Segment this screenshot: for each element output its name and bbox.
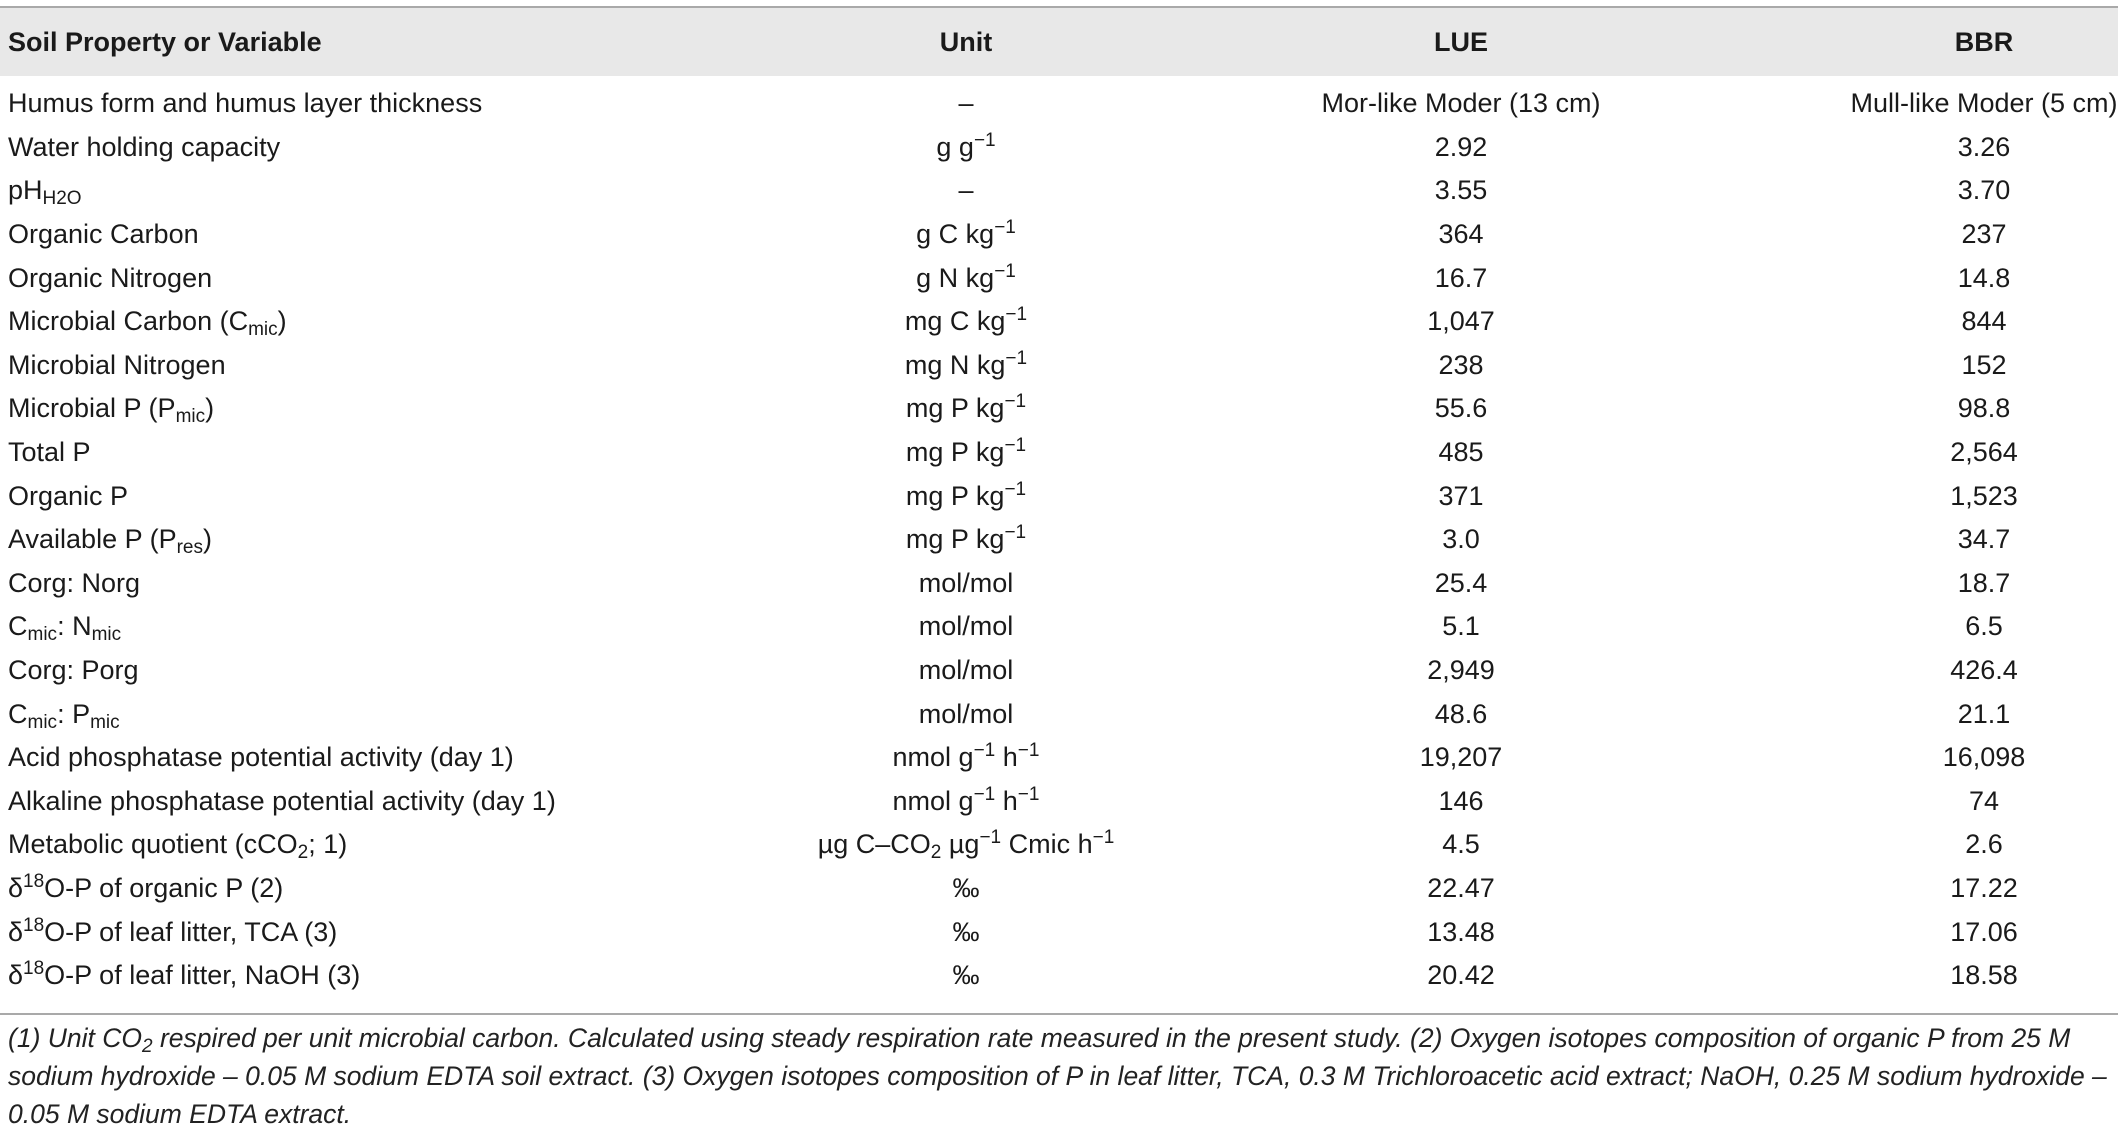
text-segment: mol/mol (918, 611, 1014, 642)
table-row (0, 910, 2118, 954)
table-row (0, 736, 2118, 780)
cell-lue: 48.6 (1434, 698, 1488, 729)
cell-unit (720, 256, 1200, 300)
cell-bbr: 17.06 (1950, 916, 2018, 947)
text-segment: nmol g (892, 742, 974, 773)
cell-variable (0, 256, 720, 300)
superscript: 18 (23, 914, 45, 936)
superscript: −1 (1004, 522, 1027, 544)
subscript: mic (248, 319, 278, 341)
text-segment: Metabolic quotient (cCO (8, 829, 298, 860)
cell-lue: 22.47 (1427, 872, 1495, 903)
subscript: mic (27, 711, 58, 733)
text-segment: ‰ (952, 872, 980, 903)
header-unit: Unit (939, 26, 993, 57)
superscript: −1 (973, 129, 996, 151)
cell-lue: 364 (1438, 219, 1484, 250)
cell-lue: 4.5 (1442, 829, 1480, 860)
table-row (0, 300, 2118, 344)
table-row (0, 76, 2118, 126)
cell-lue: 1,047 (1427, 306, 1495, 337)
table-row (0, 431, 2118, 475)
text-segment: Alkaline phosphatase potential activity (day 1) (8, 785, 556, 816)
cell-variable (0, 213, 720, 257)
table-body (0, 76, 2118, 997)
subscript: H2O (42, 188, 82, 210)
cell-lue: 20.42 (1427, 960, 1495, 991)
table-row (0, 474, 2118, 518)
text-segment: C (8, 611, 28, 642)
cell-lue: 5.1 (1442, 611, 1480, 642)
text-segment: nmol g (892, 785, 974, 816)
superscript: 18 (23, 958, 45, 980)
subscript: mic (90, 711, 120, 733)
text-segment: g C kg (916, 219, 995, 250)
text-segment: µg C–CO (817, 829, 931, 860)
cell-variable (0, 867, 720, 911)
table-row (0, 562, 2118, 606)
cell-lue: 371 (1438, 480, 1484, 511)
text-segment: O-P of leaf litter, TCA (3) (44, 916, 338, 947)
cell-variable (0, 474, 720, 518)
cell-variable (0, 387, 720, 431)
cell-variable (0, 518, 720, 562)
cell-unit (720, 213, 1200, 257)
cell-variable (0, 605, 720, 649)
text-segment: ) (203, 524, 213, 555)
table-row (0, 692, 2118, 736)
cell-unit (720, 518, 1200, 562)
text-segment: ; 1) (308, 829, 348, 860)
superscript: −1 (1017, 783, 1040, 805)
cell-variable (0, 780, 720, 824)
text-segment: mg C kg (904, 306, 1006, 337)
cell-variable (0, 954, 720, 998)
text-segment: δ (8, 960, 24, 991)
cell-lue: Mor-like Moder (13 cm) (1321, 88, 1601, 119)
superscript: −1 (1005, 304, 1028, 326)
text-segment: – (958, 88, 974, 119)
cell-bbr: 98.8 (1957, 393, 2011, 424)
text-segment: Microbial P (P (8, 393, 176, 424)
cell-unit (720, 692, 1200, 736)
cell-unit (720, 431, 1200, 475)
cell-lue: 2.92 (1434, 131, 1488, 162)
cell-lue: 13.48 (1427, 916, 1495, 947)
text-segment: Organic P (8, 480, 129, 511)
text-segment: pH (8, 175, 43, 206)
table-footnote (8, 1019, 2108, 1133)
text-segment: O-P of leaf litter, NaOH (3) (44, 960, 361, 991)
text-segment: mol/mol (918, 567, 1014, 598)
cell-lue: 16.7 (1434, 262, 1488, 293)
table-row (0, 126, 2118, 170)
superscript: −1 (1092, 827, 1115, 849)
text-segment: Organic Nitrogen (8, 262, 213, 293)
table-row (0, 518, 2118, 562)
cell-unit (720, 474, 1200, 518)
text-segment: mg P kg (905, 524, 1005, 555)
cell-variable (0, 300, 720, 344)
table-row (0, 649, 2118, 693)
superscript: −1 (979, 827, 1002, 849)
subscript: 2 (930, 842, 942, 864)
text-segment: mol/mol (918, 655, 1014, 686)
cell-bbr: 237 (1961, 219, 2007, 250)
cell-lue: 55.6 (1434, 393, 1488, 424)
cell-lue: 19,207 (1419, 742, 1503, 773)
table-row (0, 823, 2118, 867)
cell-variable (0, 344, 720, 388)
cell-unit (720, 126, 1200, 170)
cell-bbr: 16,098 (1942, 742, 2026, 773)
text-segment: ‰ (952, 960, 980, 991)
superscript: −1 (994, 217, 1016, 239)
cell-lue: 25.4 (1434, 567, 1488, 598)
table-row (0, 780, 2118, 824)
text-segment: O-P of organic P (2) (44, 872, 284, 903)
subscript: res (176, 537, 204, 559)
text-segment: Available P (P (8, 524, 177, 555)
cell-unit (720, 910, 1200, 954)
text-segment: mg P kg (905, 393, 1005, 424)
superscript: −1 (1005, 347, 1028, 369)
text-segment: mg P kg (905, 437, 1005, 468)
cell-variable (0, 562, 720, 606)
cell-bbr: 14.8 (1957, 262, 2011, 293)
table-row (0, 344, 2118, 388)
superscript: −1 (1004, 435, 1027, 457)
cell-bbr: 3.26 (1957, 131, 2011, 162)
cell-bbr: 2,564 (1950, 437, 2018, 468)
table-row (0, 169, 2118, 213)
text-segment: µg (941, 829, 980, 860)
text-segment: δ (8, 872, 24, 903)
cell-unit (720, 387, 1200, 431)
text-segment: Corg: Norg (8, 567, 141, 598)
superscript: −1 (973, 783, 996, 805)
subscript: 2 (142, 1036, 153, 1057)
text-segment: ) (205, 393, 215, 424)
superscript: −1 (1017, 740, 1040, 762)
text-segment: Humus form and humus layer thickness (8, 88, 483, 119)
cell-variable (0, 431, 720, 475)
subscript: 2 (297, 842, 309, 864)
cell-bbr: 152 (1961, 349, 2007, 380)
cell-bbr: 21.1 (1957, 698, 2011, 729)
soil-properties-table (0, 8, 2118, 997)
cell-variable (0, 126, 720, 170)
text-segment: Cmic h (1001, 829, 1093, 860)
text-segment: Total P (8, 437, 91, 468)
text-segment: ) (277, 306, 287, 337)
cell-variable (0, 736, 720, 780)
text-segment: g N kg (916, 262, 995, 293)
cell-bbr: 18.7 (1957, 567, 2011, 598)
table-row (0, 605, 2118, 649)
text-segment: mg P kg (905, 480, 1005, 511)
bottom-rule (0, 1013, 2118, 1015)
text-segment: Organic Carbon (8, 219, 199, 250)
text-segment: mol/mol (918, 698, 1014, 729)
cell-unit (720, 76, 1200, 126)
text-segment: Corg: Porg (8, 655, 139, 686)
cell-lue: 146 (1438, 785, 1484, 816)
superscript: −1 (1004, 391, 1027, 413)
table-row (0, 387, 2118, 431)
text-segment: mg N kg (904, 349, 1006, 380)
text-segment: : N (57, 611, 92, 642)
subscript: mic (175, 406, 206, 428)
superscript: −1 (994, 260, 1016, 282)
cell-lue: 485 (1438, 437, 1484, 468)
text-segment: h (995, 785, 1018, 816)
subscript: mic (27, 624, 58, 646)
superscript: −1 (973, 740, 996, 762)
superscript: −1 (1004, 478, 1027, 500)
cell-bbr: 844 (1961, 306, 2007, 337)
text-segment: : P (57, 698, 91, 729)
header-bbr: BBR (1954, 26, 2014, 57)
text-segment: ‰ (952, 916, 980, 947)
table-row (0, 867, 2118, 911)
cell-bbr: 2.6 (1965, 829, 2003, 860)
cell-bbr: 18.58 (1950, 960, 2018, 991)
table-row (0, 213, 2118, 257)
cell-variable (0, 76, 720, 126)
cell-bbr: Mull-like Moder (5 cm) (1850, 88, 2118, 119)
header-lue: LUE (1434, 26, 1488, 57)
cell-lue: 3.0 (1442, 524, 1480, 555)
cell-variable (0, 169, 720, 213)
cell-lue: 238 (1438, 349, 1484, 380)
text-segment: Microbial Nitrogen (8, 349, 226, 380)
cell-lue: 3.55 (1434, 175, 1488, 206)
cell-bbr: 1,523 (1950, 480, 2018, 511)
cell-variable (0, 823, 720, 867)
cell-unit (720, 300, 1200, 344)
header-row (0, 8, 2118, 76)
header-variable: Soil Property or Variable (8, 26, 322, 57)
table-row (0, 954, 2118, 998)
cell-unit (720, 823, 1200, 867)
cell-variable (0, 692, 720, 736)
cell-variable (0, 649, 720, 693)
cell-bbr: 74 (1968, 785, 2000, 816)
text-segment: δ (8, 916, 24, 947)
cell-bbr: 426.4 (1950, 655, 2018, 686)
text-segment: g g (936, 131, 974, 162)
cell-unit (720, 562, 1200, 606)
cell-bbr: 17.22 (1950, 872, 2018, 903)
text-segment: Acid phosphatase potential activity (day 1) (8, 742, 514, 773)
text-segment: Water holding capacity (8, 131, 281, 162)
cell-unit (720, 649, 1200, 693)
cell-unit (720, 169, 1200, 213)
cell-unit (720, 736, 1200, 780)
cell-unit (720, 954, 1200, 998)
cell-unit (720, 605, 1200, 649)
cell-unit (720, 344, 1200, 388)
cell-lue: 2,949 (1427, 655, 1495, 686)
text-segment: Microbial Carbon (C (8, 306, 249, 337)
cell-bbr: 34.7 (1957, 524, 2011, 555)
cell-unit (720, 780, 1200, 824)
text-segment: – (958, 175, 974, 206)
text-segment: h (995, 742, 1018, 773)
subscript: mic (91, 624, 122, 646)
table-row (0, 256, 2118, 300)
superscript: 18 (23, 870, 45, 892)
cell-bbr: 6.5 (1965, 611, 2003, 642)
cell-unit (720, 867, 1200, 911)
cell-variable (0, 910, 720, 954)
text-segment: (1) Unit CO (8, 1023, 142, 1053)
text-segment: C (8, 698, 28, 729)
text-segment: respired per unit microbial carbon. Calculated using steady respiration rate measured in the present study. (2) Oxygen isotopes composition of organic P from 25 M sodium hydroxide – 0.05 M sodium EDTA soil extract. (3) Oxygen isotopes composition of P in leaf litter, TCA, 0.3 M Trichloroacetic acid extract; NaOH, 0.25 M sodium hydroxide – 0.05 M sodium EDTA extract. (8, 1023, 2107, 1129)
cell-bbr: 3.70 (1957, 175, 2011, 206)
